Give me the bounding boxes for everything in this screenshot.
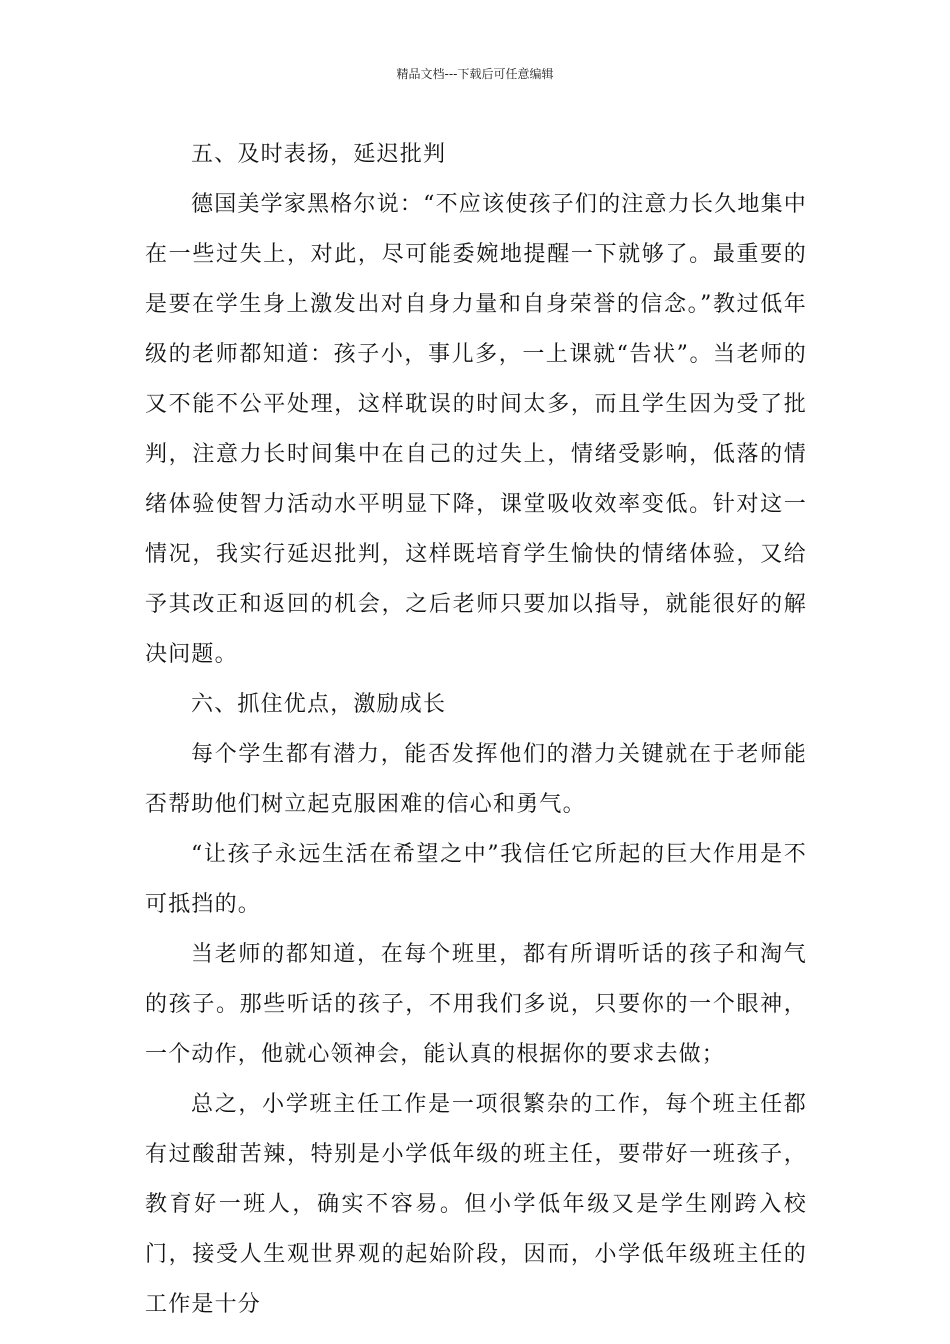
- paragraph-obedient-children: 当老师的都知道，在每个班里，都有所谓听话的孩子和淘气的孩子。那些听话的孩子，不用我们多说，只要你的一个眼神，一个动作，他就心领神会，能认真的根据你的要求去做；: [145, 942, 807, 1067]
- section-heading-6: 六、抓住优点，激励成长: [191, 692, 447, 717]
- section-heading-5: 五、及时表扬，延迟批判: [191, 142, 447, 167]
- document-body: [145, 130, 807, 1330]
- paragraph-potential: 每个学生都有潜力，能否发挥他们的潜力关键就在于老师能否帮助他们树立起克服困难的信心和勇气。: [145, 742, 807, 817]
- paragraph-hope-quote: “让孩子永远生活在希望之中”我信任它所起的巨大作用是不可抵挡的。: [145, 842, 807, 917]
- page-header: 精品文档---下载后可任意编辑: [396, 67, 554, 81]
- paragraph-summary: 总之，小学班主任工作是一项很繁杂的工作，每个班主任都有过酸甜苦辣，特别是小学低年级的班主任，要带好一班孩子，教育好一班人，确实不容易。但小学低年级又是学生刚跨入校门，接受人生观世界观的起始阶段，因而，小学低年级班主任的工作是十分: [145, 1092, 807, 1317]
- paragraph-hegel-quote: 德国美学家黑格尔说：“不应该使孩子们的注意力长久地集中在一些过失上，对此，尽可能委婉地提醒一下就够了。最重要的是要在学生身上激发出对自身力量和自身荣誉的信念。”教过低年级的老师都知道：孩子小，事儿多，一上课就“告状”。当老师的又不能不公平处理，这样耽误的时间太多，而且学生因为受了批判，注意力长时间集中在自己的过失上，情绪受影响，低落的情绪体验使智力活动水平明显下降，课堂吸收效率变低。针对这一情况，我实行延迟批判，这样既培育学生愉快的情绪体验，又给予其改正和返回的机会，之后老师只要加以指导，就能很好的解决问题。: [145, 192, 807, 667]
